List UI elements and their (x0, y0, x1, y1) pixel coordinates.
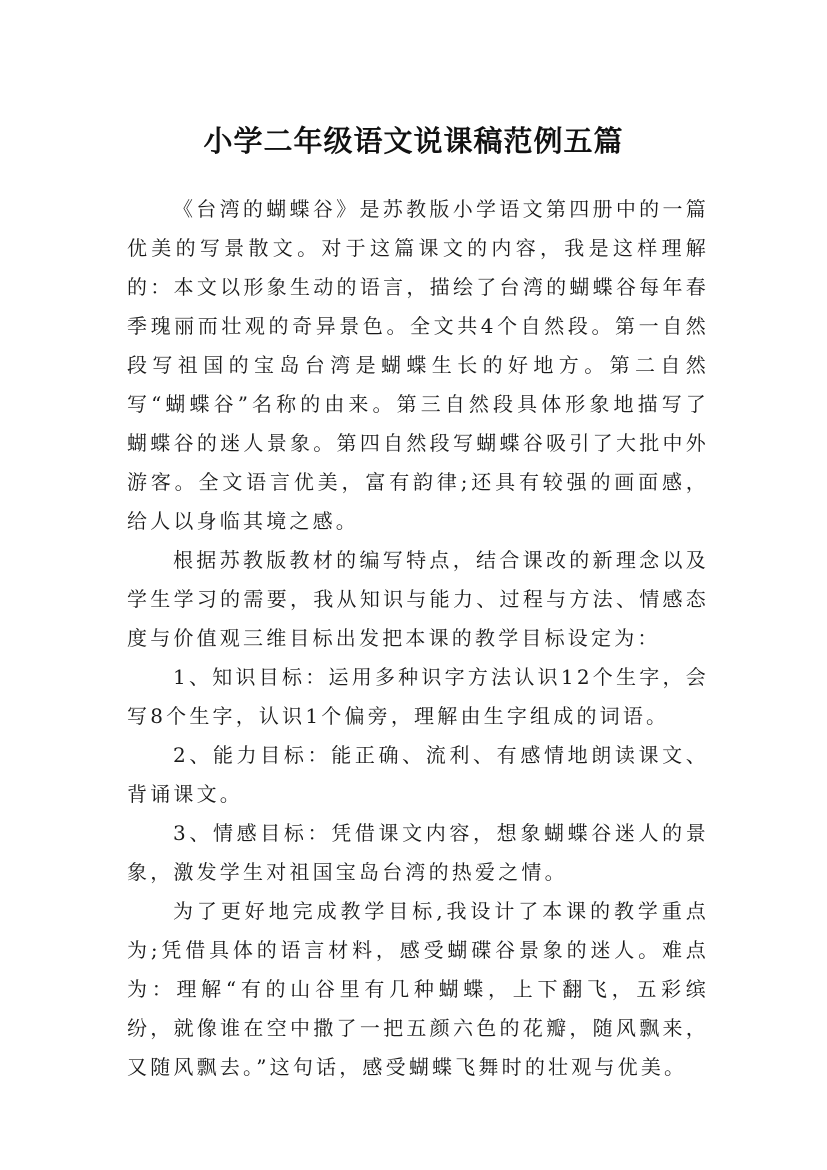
paragraph-goals-intro: 根据苏教版教材的编写特点，结合课改的新理念以及学生学习的需要，我从知识与能力、过程与方法、情感态度与价值观三维目标出发把本课的教学目标设定为： (127, 548, 709, 650)
document-title: 小学二年级语文说课稿范例五篇 (203, 124, 624, 159)
paragraph-intro: 《台湾的蝴蝶谷》是苏教版小学语文第四册中的一篇优美的写景散文。对于这篇课文的内容，我是这样理解的：本文以形象生动的语言，描绘了台湾的蝴蝶谷每年春季瑰丽而壮观的奇异景色。全文共4个自然段。第一自然段写祖国的宝岛台湾是蝴蝶生长的好地方。第二自然写“蝴蝶谷”名称的由来。第三自然段具体形象地描写了蝴蝶谷的迷人景象。第四自然段写蝴蝶谷吸引了大批中外游客。全文语言优美，富有韵律;还具有较强的画面感，给人以身临其境之感。 (127, 197, 709, 533)
paragraph-ability-goal: 2、能力目标：能正确、流利、有感情地朗读课文、背诵课文。 (127, 743, 709, 806)
paragraph-key-difficult-points: 为了更好地完成教学目标,我设计了本课的教学重点为;凭借具体的语言材料，感受蝴碟谷景象的迷人。难点为：理解“有的山谷里有几种蝴蝶，上下翻飞，五彩缤纷，就像谁在空中撒了一把五颜六色的花瓣，随风飘来，又随风飘去。”这句话，感受蝴蝶飞舞时的壮观与优美。 (127, 899, 709, 1079)
paragraph-knowledge-goal: 1、知识目标：运用多种识字方法认识12个生字，会写8个生字，认识1个偏旁，理解由生字组成的词语。 (127, 665, 709, 728)
paragraph-emotion-goal: 3、情感目标：凭借课文内容，想象蝴蝶谷迷人的景象，激发学生对祖国宝岛台湾的热爱之情。 (127, 821, 709, 884)
document-body (127, 190, 709, 1087)
